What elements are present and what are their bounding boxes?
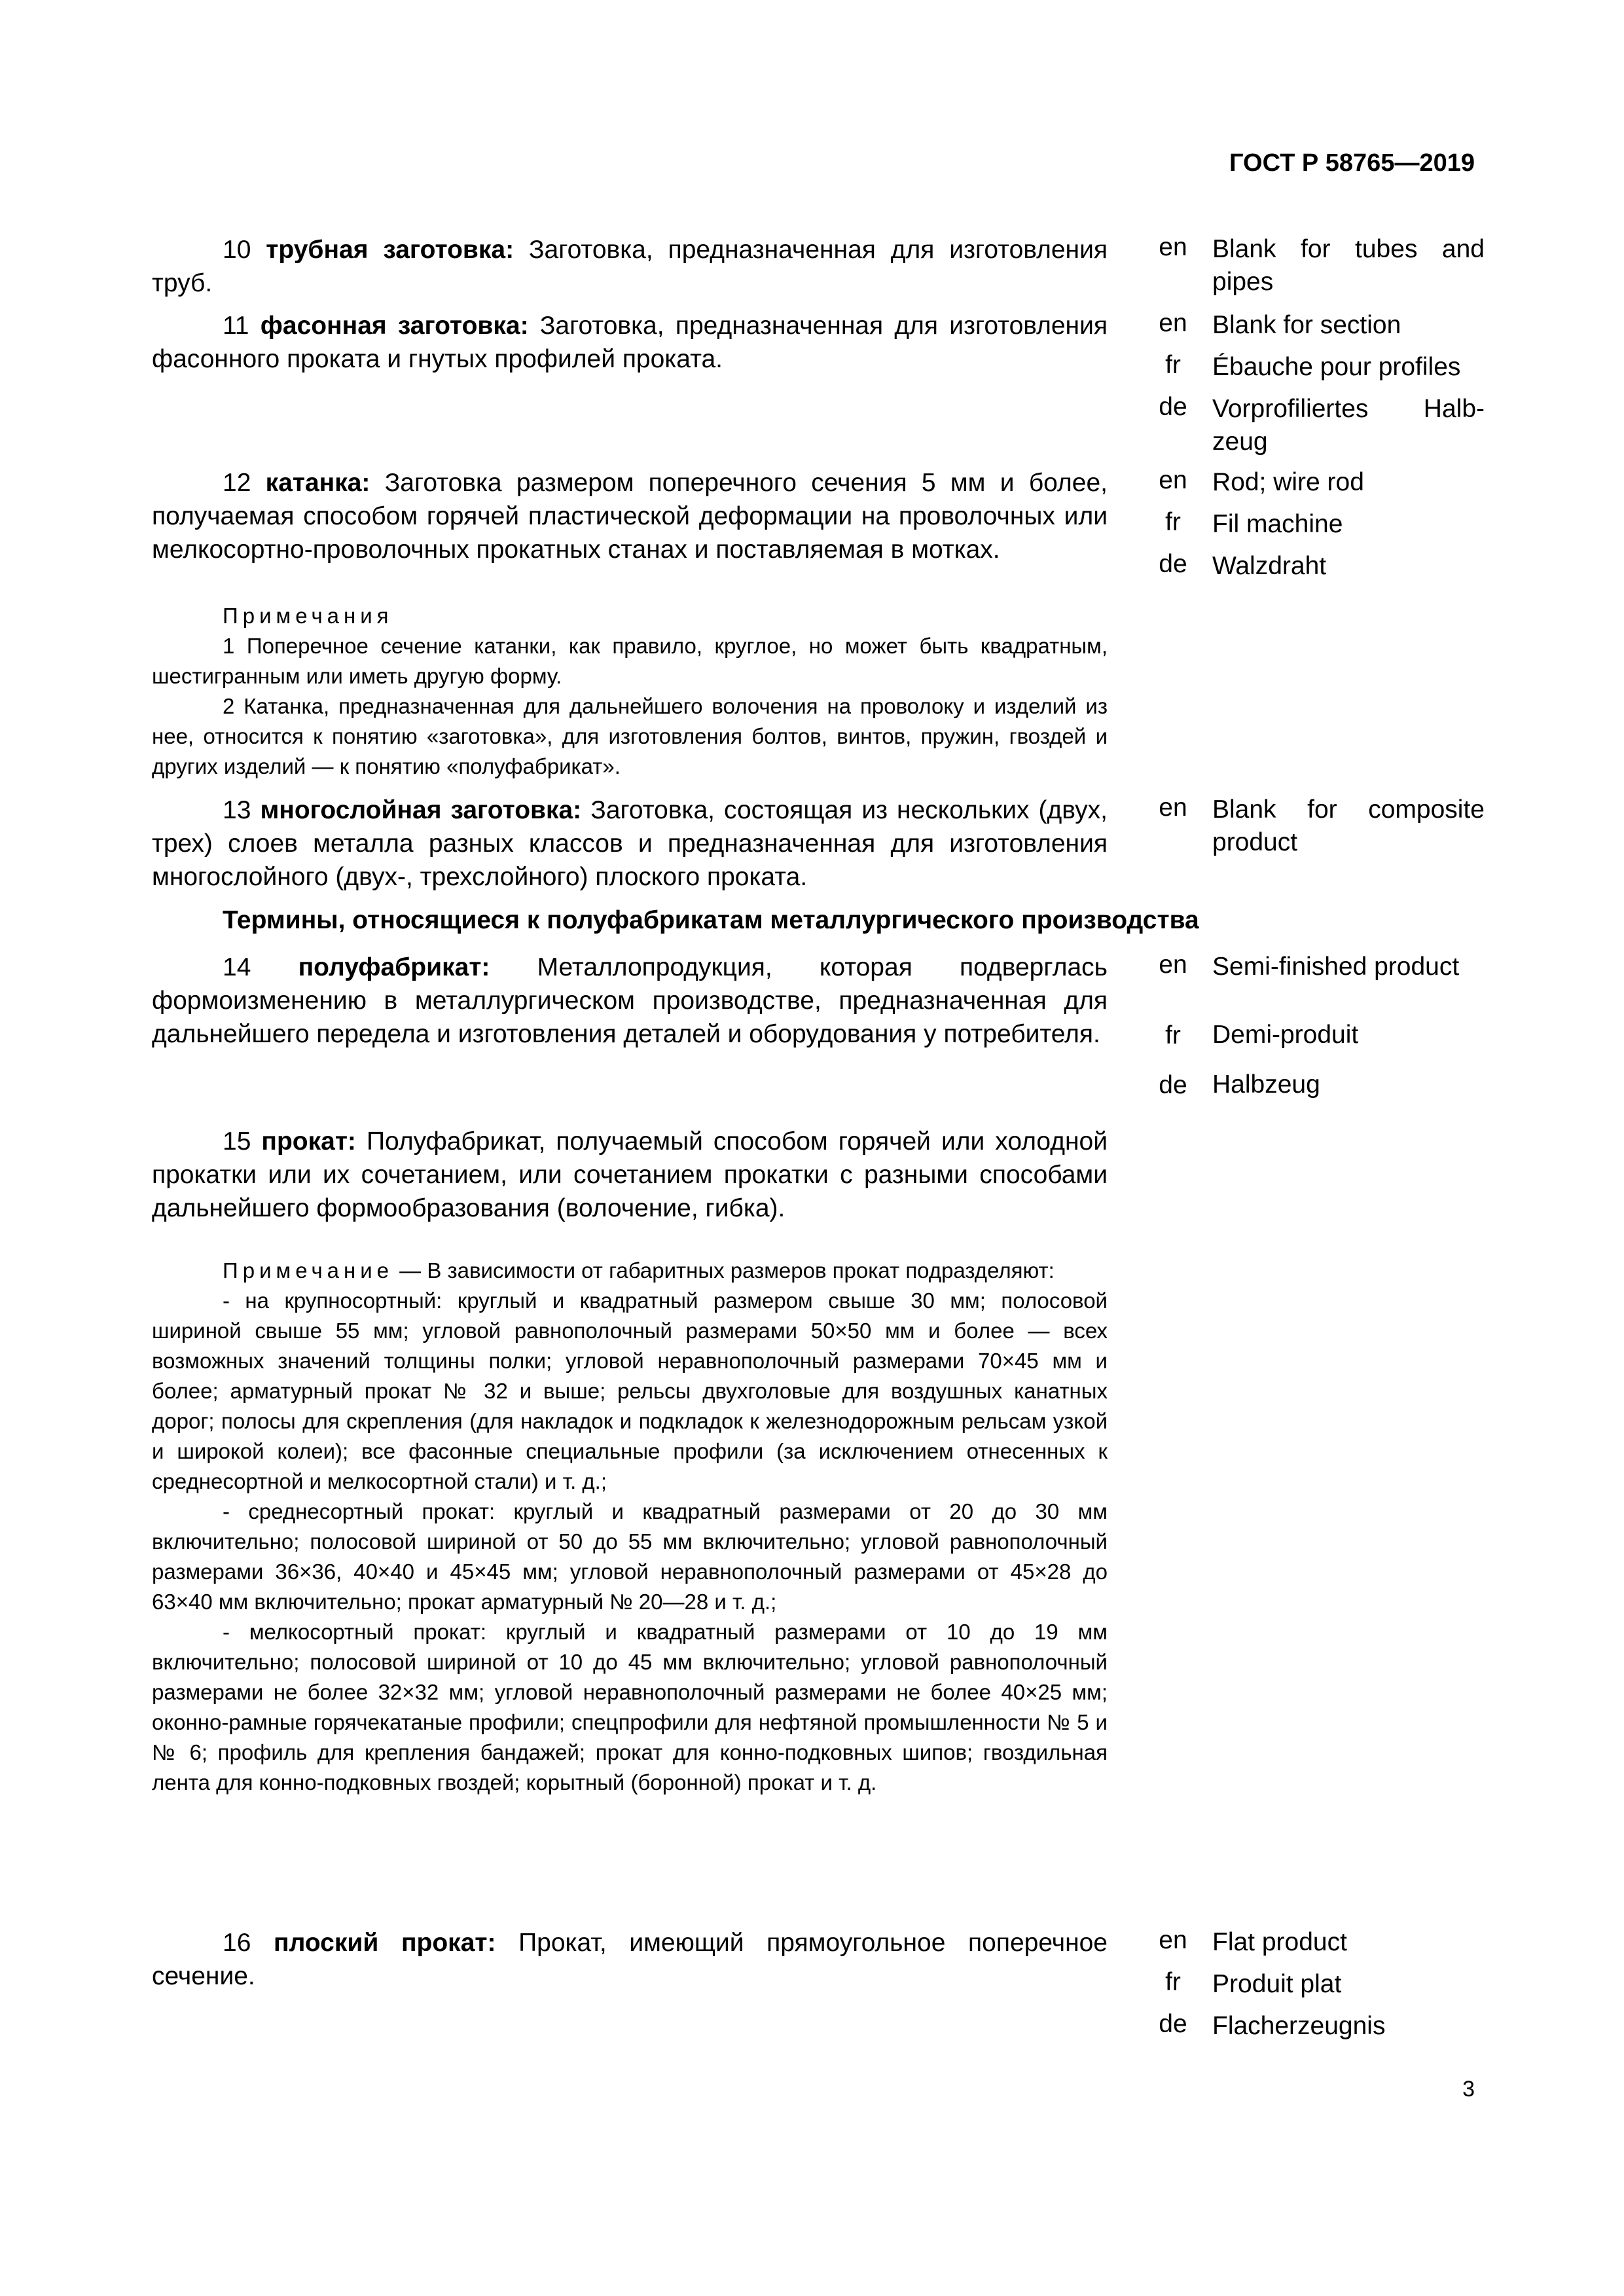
note-item-2: 2 Катанка, предназначенная для дальнейшего волочения на проволоку и изделий из нее, относится к понятию «заготовка», для изготовления болтов, винтов, пружин, гвоздей и других изделий — к понятию «полуфабрикат». xyxy=(152,694,1108,778)
lang-code-en: en xyxy=(1159,309,1187,337)
lang-code-fr: fr xyxy=(1165,1968,1181,1996)
notes-heading: Примечания xyxy=(223,604,393,628)
term-number: 14 xyxy=(223,953,251,981)
term-definition xyxy=(152,1926,1108,1993)
term-number: 13 xyxy=(223,796,251,824)
lang-equivalent-en: Semi-finished product xyxy=(1212,953,1460,981)
lang-code-fr: fr xyxy=(1165,1021,1181,1049)
lang-equivalent-en: Rod; wire rod xyxy=(1212,468,1364,496)
note-intro-text: — В зависимости от габаритных размеров прокат подразделяют: xyxy=(393,1258,1055,1283)
term-name: трубная заготовка: xyxy=(266,236,514,264)
lang-code-en: en xyxy=(1159,793,1187,822)
term-text: Полуфабрикат, получаемый способом горячей или холодной прокатки или их сочетанием, или сочетанием прокатки с разными способами дальнейшего формообразования (волочение, гибка). xyxy=(152,1127,1108,1222)
lang-equivalent-fr: Fil machine xyxy=(1212,510,1343,538)
lang-code-de: de xyxy=(1159,393,1187,421)
term-definition xyxy=(152,466,1108,566)
note-item-large-section: - на крупносортный: круглый и квадратный размером свыше 30 мм; полосовой шириной свыше 55 мм; угловой равнополочный размерами 50×50 мм и более — всех возможных значений толщины полки; угловой неравнополочный размерами 70×45 мм и более; арматурный прокат № 32 и выше; рельсы двухголовые для воздушных канатных дорог; полосы для скрепления (для накладок и подкладок к железнодорожным рельсам узкой и широкой колеи); все фасонные специальные профили (за исключением отнесенных к среднесортной и мелкосортной стали) и т. д.; xyxy=(152,1288,1108,1493)
lang-equivalent-de: Vorprofiliertes Halb-zeug xyxy=(1212,395,1485,456)
lang-code-en: en xyxy=(1159,951,1187,979)
note-item-1: 1 Поперечное сечение катанки, как правило, круглое, но может быть квадратным, шестигранным или иметь другую форму. xyxy=(152,634,1108,688)
lang-equivalent-fr: Ébauche pour profiles xyxy=(1212,353,1461,381)
lang-equivalent-fr: Produit plat xyxy=(1212,1970,1342,1998)
document-standard-header: ГОСТ Р 58765—2019 xyxy=(1229,149,1475,177)
note-item-medium-section: - среднесортный прокат: круглый и квадратный размерами от 20 до 30 мм включительно; полосовой шириной от 50 до 55 мм включительно; угловой равнополочный размерами 36×36, 40×40 и 45×45 мм; угловой неравнополочный размерами от 45×28 до 63×40 мм включительно; прокат арматурный № 20—28 и т. д.; xyxy=(152,1499,1108,1614)
term-text: Заготовка, предназначенная для изготовления труб. xyxy=(152,236,1108,297)
term-definition xyxy=(152,233,1108,300)
term-number: 12 xyxy=(223,469,251,497)
term-definition xyxy=(152,309,1108,376)
lang-code-fr: fr xyxy=(1165,351,1181,379)
page-number: 3 xyxy=(1462,2077,1475,2102)
term-number: 16 xyxy=(223,1929,251,1957)
term-text: Заготовка размером поперечного сечения 5 мм и более, получаемая способом горячей пластической деформации на проволочных или мелкосортно-проволочных прокатных станах и поставляемая в мотках. xyxy=(152,469,1108,564)
lang-equivalent-en: Flat product xyxy=(1212,1928,1347,1956)
term-number: 15 xyxy=(223,1127,251,1156)
lang-code-de: de xyxy=(1159,1071,1187,1099)
lang-equivalent-de: Walzdraht xyxy=(1212,552,1327,580)
lang-equivalent-en: Blank for section xyxy=(1212,311,1401,339)
term-definition xyxy=(152,951,1108,1051)
lang-equivalent-fr: Demi-produit xyxy=(1212,1021,1359,1049)
term-number: 10 xyxy=(223,236,251,264)
note-prokat xyxy=(152,1256,1108,1798)
lang-code-en: en xyxy=(1159,233,1187,261)
lang-equivalent-de: Flacherzeugnis xyxy=(1212,2012,1386,2040)
term-text: Заготовка, состоящая из нескольких (двух, трех) слоев металла разных классов и предназначенная для изготовления многослойного (двух-, трехслойного) плоского проката. xyxy=(152,796,1108,891)
term-name: фасонная заготовка: xyxy=(260,312,529,340)
term-name: прокат: xyxy=(261,1127,356,1156)
note-item-small-section: - мелкосортный прокат: круглый и квадратный размерами от 10 до 19 мм включительно; полосовой шириной от 10 до 45 мм включительно; угловой равнополочный размерами не более 32×32 мм; угловой неравнополочный размерами не более 40×25 мм; оконно-рамные горячекатаные профили; спецпрофили для нефтяной промышленности № 5 и № 6; профиль для крепления бандажей; прокат для конно-подковных шипов; гвоздильная лента для конно-подковных гвоздей; корытный (боронной) прокат и т. д. xyxy=(152,1620,1108,1795)
notes-katanka xyxy=(152,601,1108,782)
term-definition xyxy=(152,793,1108,894)
term-number: 11 xyxy=(223,312,249,340)
lang-code-de: de xyxy=(1159,2010,1187,2038)
term-text: Металлопродукция, которая подверглась формоизменению в металлургическом производстве, предназначенная для дальнейшего передела и изготовления деталей и оборудования у потребителя. xyxy=(152,953,1108,1048)
term-name: многослойная заготовка: xyxy=(260,796,582,824)
term-text: Заготовка, предназначенная для изготовления фасонного проката и гнутых профилей проката. xyxy=(152,312,1108,373)
term-name: полуфабрикат: xyxy=(298,953,490,981)
term-text: Прокат, имеющий прямоугольное поперечное сечение. xyxy=(152,1929,1108,1990)
lang-code-fr: fr xyxy=(1165,508,1181,536)
section-heading: Термины, относящиеся к полуфабрикатам металлургического производства xyxy=(223,906,1199,934)
lang-equivalent-en: Blank for tubes and pipes xyxy=(1212,235,1485,296)
term-name: плоский прокат: xyxy=(274,1929,496,1957)
lang-code-en: en xyxy=(1159,466,1187,494)
lang-equivalent-en: Blank for composite product xyxy=(1212,795,1485,856)
lang-code-en: en xyxy=(1159,1926,1187,1954)
lang-equivalent-de: Halbzeug xyxy=(1212,1070,1320,1099)
note-label: Примечание xyxy=(223,1258,394,1283)
term-definition xyxy=(152,1125,1108,1225)
note-intro xyxy=(152,1256,1108,1286)
lang-code-de: de xyxy=(1159,550,1187,578)
term-name: катанка: xyxy=(265,469,370,497)
